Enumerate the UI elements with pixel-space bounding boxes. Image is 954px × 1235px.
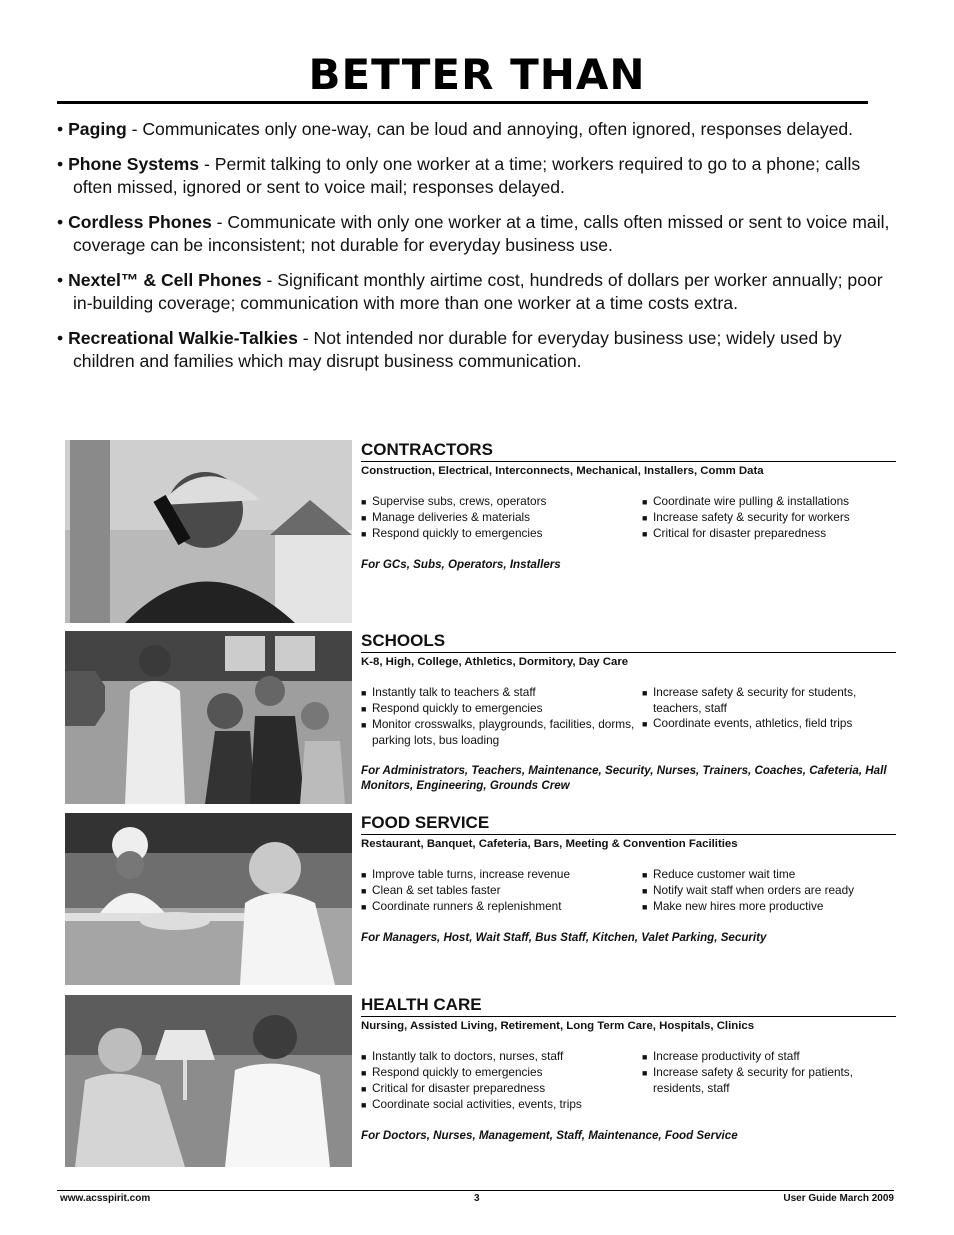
left-list <box>361 494 642 542</box>
list-item: ■ Make new hires more productive <box>642 899 896 915</box>
section-title: CONTRACTORS <box>361 440 493 459</box>
bullet-paging: • Paging - Communicates only one-way, can be loud and annoying, often ignored, responses delayed. <box>57 119 854 139</box>
section-audience: For Doctors, Nurses, Management, Staff, Maintenance, Food Service <box>361 1129 738 1142</box>
list-item: ■ Instantly talk to teachers & staff <box>361 685 642 701</box>
section-subtitle: K-8, High, College, Athletics, Dormitory, Day Care <box>361 656 629 668</box>
list-item: ■ Critical for disaster preparedness <box>361 1081 642 1097</box>
section-title: FOOD SERVICE <box>361 813 490 832</box>
section-subtitle: Restaurant, Banquet, Cafeteria, Bars, Meeting & Convention Facilities <box>361 838 738 850</box>
comparison-list <box>57 118 897 385</box>
right-list <box>642 867 896 915</box>
list-item: ■ Coordinate events, athletics, field trips <box>642 716 896 732</box>
section-rule <box>361 461 896 462</box>
list-item: ■ Notify wait staff when orders are ready <box>642 883 896 899</box>
page-title: BETTER THAN <box>308 50 646 99</box>
contractor-photo <box>65 440 352 623</box>
list-item: ■ Coordinate runners & replenishment <box>361 899 642 915</box>
bullet-term: Paging <box>68 119 127 139</box>
list-item: ■ Increase safety & security for patients, residents, staff <box>642 1065 896 1096</box>
food-service-photo <box>65 813 352 985</box>
section-audience: For Managers, Host, Wait Staff, Bus Staff, Kitchen, Valet Parking, Security <box>361 931 767 944</box>
bullet-text: - Not intended nor durable for everyday business use; widely used by children and families which may disrupt business communication. <box>73 328 842 371</box>
section-content <box>361 631 896 793</box>
section-title: HEALTH CARE <box>361 995 482 1014</box>
list-item: ■ Instantly talk to doctors, nurses, staff <box>361 1049 642 1065</box>
footer-guide-date: User Guide March 2009 <box>783 1193 894 1204</box>
section-content <box>361 440 896 572</box>
bullet-term: Cordless Phones <box>68 212 212 232</box>
bullet-term: Phone Systems <box>68 154 200 174</box>
section-rule <box>361 834 896 835</box>
left-list <box>361 867 642 915</box>
list-item: ■ Supervise subs, crews, operators <box>361 494 642 510</box>
list-item: ■ Respond quickly to emergencies <box>361 701 642 717</box>
list-item: ■ Increase productivity of staff <box>642 1049 896 1065</box>
list-item: ■ Reduce customer wait time <box>642 867 896 883</box>
list-item: ■ Increase safety & security for workers <box>642 510 896 526</box>
section-subtitle: Nursing, Assisted Living, Retirement, Long Term Care, Hospitals, Clinics <box>361 1020 755 1032</box>
bullet-text: - Communicates only one-way, can be loud and annoying, often ignored, responses delayed. <box>126 119 854 139</box>
section-content <box>361 995 896 1143</box>
list-item: ■ Improve table turns, increase revenue <box>361 867 642 883</box>
left-list <box>361 685 642 748</box>
list-item: ■ Increase safety & security for students, teachers, staff <box>642 685 896 716</box>
title-rule <box>57 101 868 104</box>
list-item: ■ Respond quickly to emergencies <box>361 526 642 542</box>
footer-rule <box>57 1190 894 1191</box>
list-item: ■ Coordinate social activities, events, trips <box>361 1097 642 1113</box>
bullet-term: Recreational Walkie-Talkies <box>68 328 298 348</box>
list-item: ■ Clean & set tables faster <box>361 883 642 899</box>
bullet-term: Nextel™ & Cell Phones <box>68 270 262 290</box>
section-content <box>361 813 896 945</box>
section-rule <box>361 1016 896 1017</box>
section-audience: For Administrators, Teachers, Maintenance, Security, Nurses, Trainers, Coaches, Cafeteria, Hall Monitors, Engineering, Grounds Crew <box>361 764 887 792</box>
bullet-text: - Significant monthly airtime cost, hundreds of dollars per worker annually; poor in-building coverage; communication with more than one worker at a time costs extra. <box>73 270 883 313</box>
bullet-cell-phones: • Nextel™ & Cell Phones - Significant monthly airtime cost, hundreds of dollars per worker annually; poor in-building coverage; communication with more than one worker at a time costs extra. <box>57 270 883 313</box>
section-rule <box>361 652 896 653</box>
list-item: ■ Monitor crosswalks, playgrounds, facilities, dorms, parking lots, bus loading <box>361 717 642 748</box>
health-care-photo <box>65 995 352 1167</box>
footer-website: www.acsspirit.com <box>60 1193 151 1204</box>
bullet-text: - Permit talking to only one worker at a time; workers required to go to a phone; calls often missed, ignored or sent to voice mail; responses delayed. <box>73 154 861 197</box>
right-list <box>642 494 896 542</box>
bullet-cordless-phones: • Cordless Phones - Communicate with only one worker at a time, calls often missed or sent to voice mail, coverage can be inconsistent; not durable for everyday business use. <box>57 212 890 255</box>
section-subtitle: Construction, Electrical, Interconnects, Mechanical, Installers, Comm Data <box>361 465 764 477</box>
page-number: 3 <box>474 1193 480 1204</box>
section-audience: For GCs, Subs, Operators, Installers <box>361 558 561 571</box>
list-item: ■ Coordinate wire pulling & installations <box>642 494 896 510</box>
list-item: ■ Critical for disaster preparedness <box>642 526 896 542</box>
list-item: ■ Respond quickly to emergencies <box>361 1065 642 1081</box>
right-list <box>642 685 896 748</box>
schools-photo <box>65 631 352 804</box>
right-list <box>642 1049 896 1113</box>
left-list <box>361 1049 642 1113</box>
list-item: ■ Manage deliveries & materials <box>361 510 642 526</box>
bullet-walkie-talkies: • Recreational Walkie-Talkies - Not intended nor durable for everyday business use; widely used by children and families which may disrupt business communication. <box>57 328 842 371</box>
section-title: SCHOOLS <box>361 631 446 650</box>
bullet-phone-systems: • Phone Systems - Permit talking to only one worker at a time; workers required to go to a phone; calls often missed, ignored or sent to voice mail; responses delayed. <box>57 154 861 197</box>
bullet-text: - Communicate with only one worker at a time, calls often missed or sent to voice mail, coverage can be inconsistent; not durable for everyday business use. <box>73 212 890 255</box>
